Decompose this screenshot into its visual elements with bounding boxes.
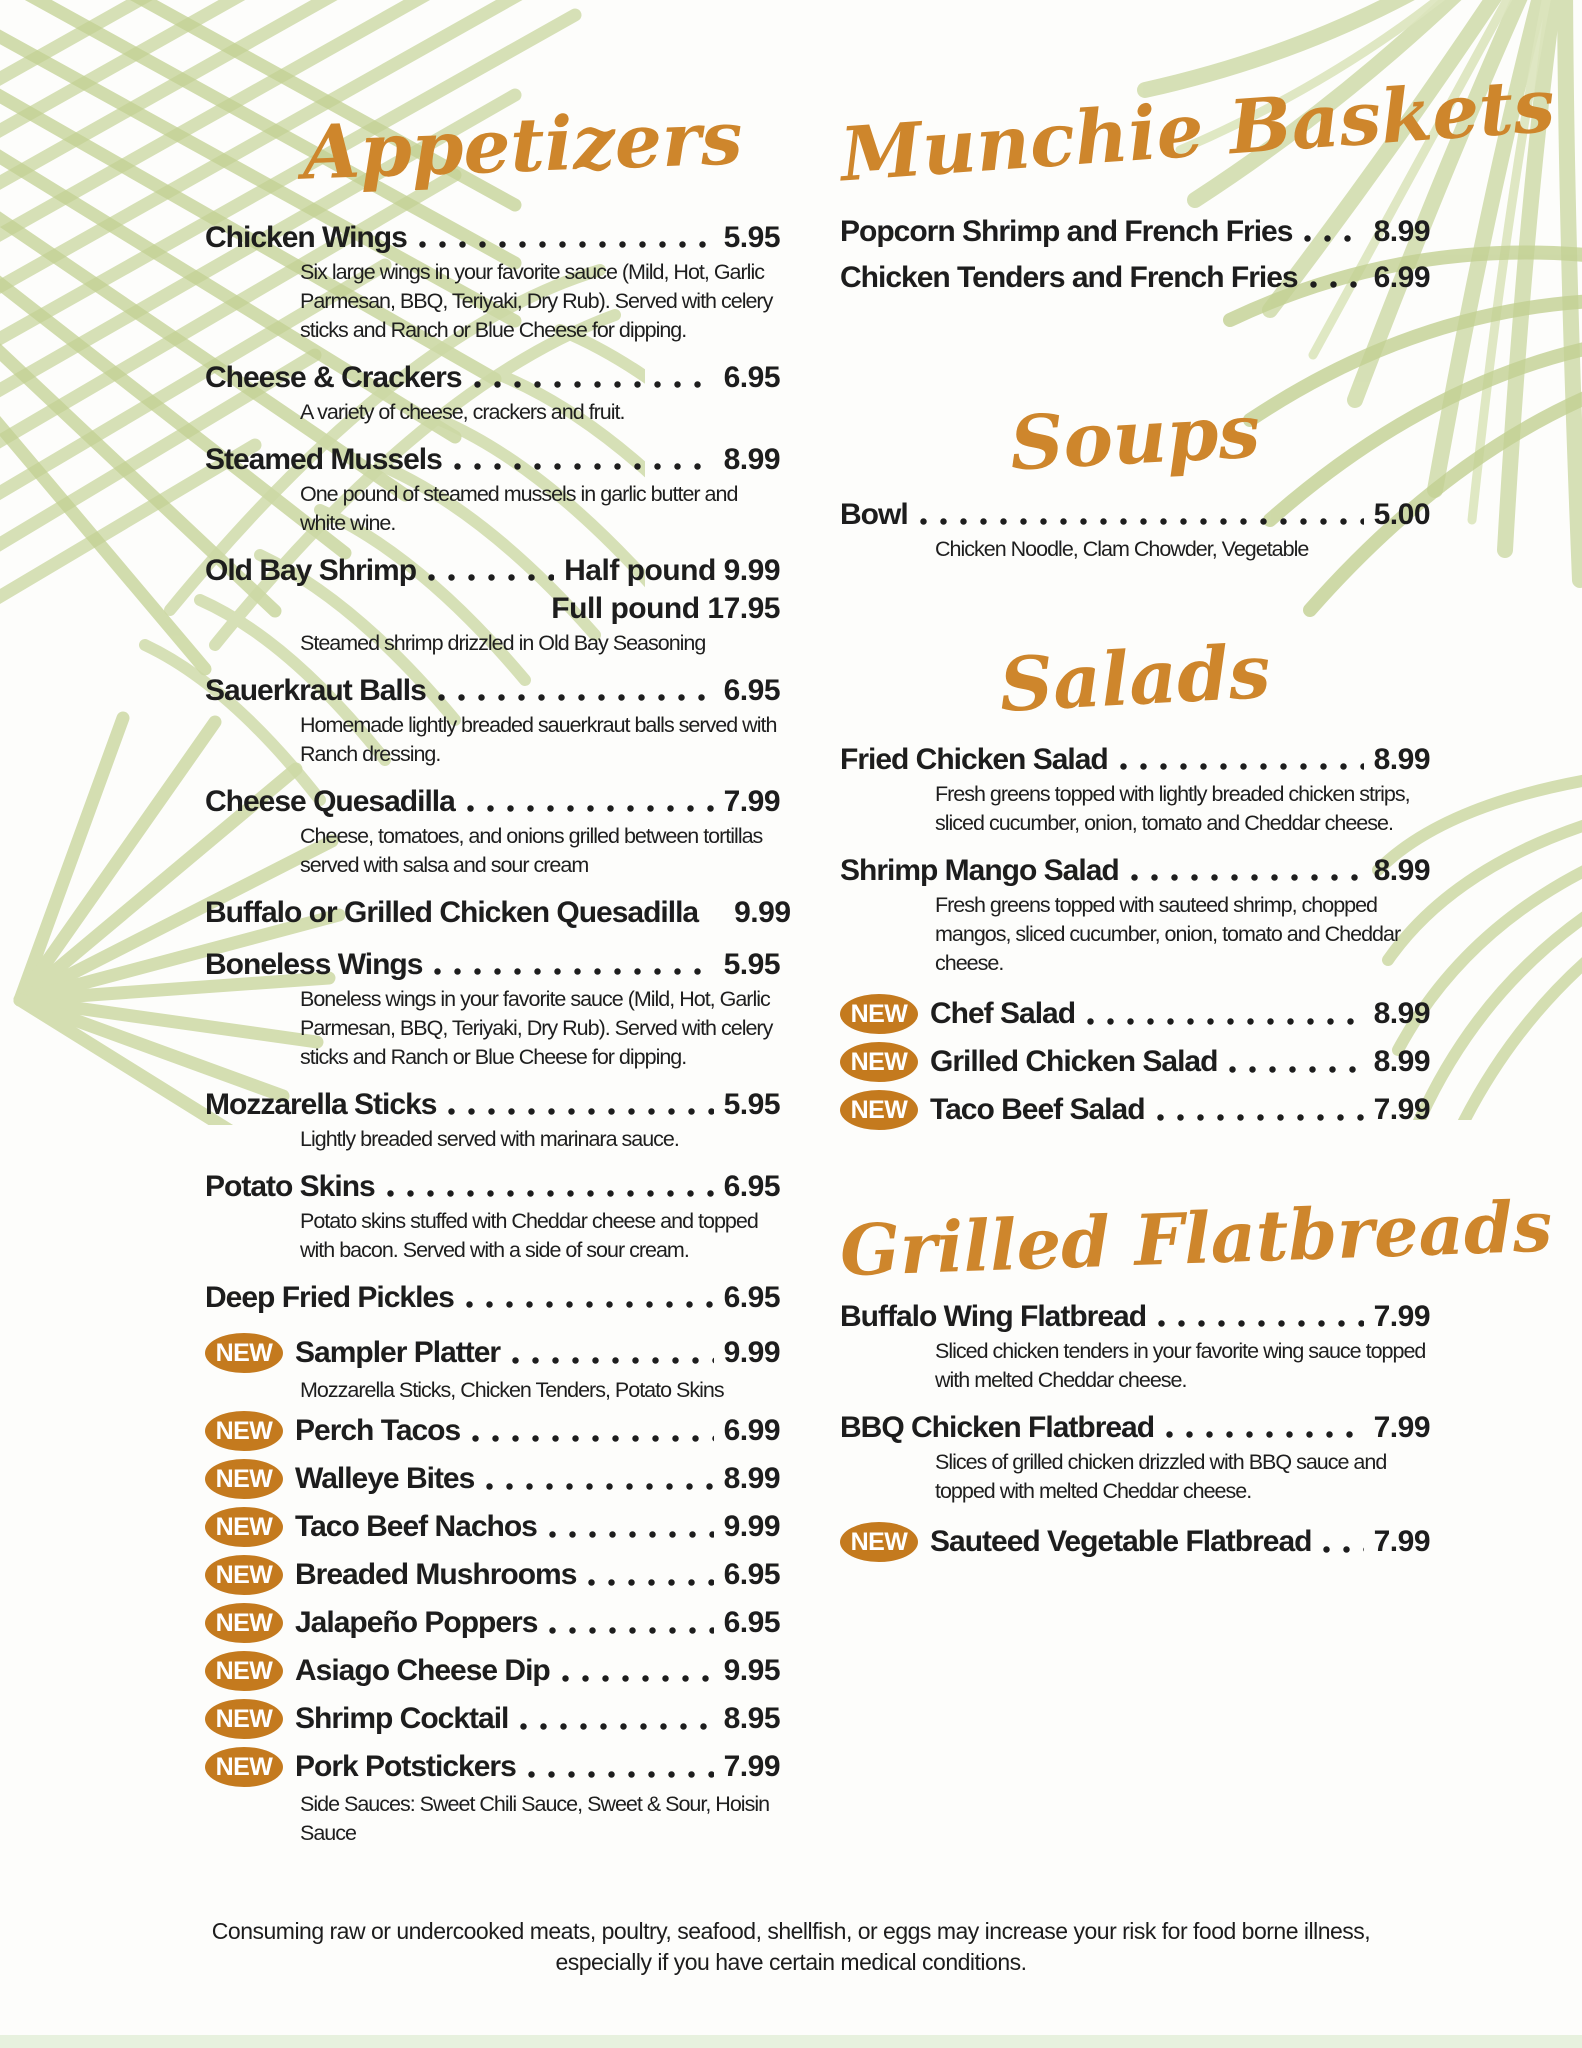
item-row	[205, 1409, 780, 1453]
new-badge: NEW	[205, 1459, 283, 1499]
menu-item	[840, 1040, 1430, 1084]
disclaimer-line-1: Consuming raw or undercooked meats, poultry, seafood, shellfish, or eggs may increase your risk for food borne illness,	[211, 1918, 1371, 1944]
item-price: 9.99	[723, 1335, 780, 1369]
item-description: Chicken Noodle, Clam Chowder, Vegetable	[935, 536, 1309, 561]
dot-leader	[438, 694, 714, 701]
item-row	[205, 441, 780, 479]
item-name: Sauteed Vegetable Flatbread	[930, 1525, 1312, 1559]
item-name: Pork Potstickers	[295, 1749, 516, 1783]
section-grilled-flatbreads	[838, 1184, 1554, 1564]
dot-leader	[1304, 235, 1363, 242]
menu-item	[205, 894, 791, 932]
dot-leader	[1158, 1320, 1364, 1327]
right-column	[837, 62, 1558, 1568]
section-title-grilled-flatbreads: Grilled Flatbreads	[838, 1184, 1554, 1292]
item-row	[205, 1601, 780, 1645]
dot-leader	[1120, 763, 1364, 770]
item-row	[205, 672, 780, 710]
menu-item	[205, 1601, 780, 1645]
menu-item	[840, 496, 1430, 564]
item-price: 8.99	[1373, 742, 1430, 776]
dot-leader	[1157, 1114, 1364, 1121]
menu-item	[205, 1279, 780, 1317]
menu-item	[840, 852, 1430, 978]
item-row	[205, 1505, 780, 1549]
menu-item	[205, 1697, 780, 1741]
item-price: 5.95	[723, 220, 780, 254]
item-name: Chicken Tenders and French Fries	[840, 260, 1298, 294]
menu-item	[205, 783, 780, 880]
item-name: Old Bay Shrimp	[205, 553, 417, 587]
item-price: 7.99	[723, 1749, 780, 1783]
item-description: Boneless wings in your favorite sauce (Mild, Hot, Garlic Parmesan, BBQ, Teriyaki, Dry Rub). Served with celery sticks and Ranch or Blue Cheese for dipping.	[300, 986, 773, 1069]
item-description: Sliced chicken tenders in your favorite wing sauce topped with melted Cheddar cheese.	[935, 1339, 1426, 1393]
dot-leader	[920, 518, 1364, 525]
item-row	[205, 1649, 780, 1693]
item-row	[840, 741, 1430, 779]
item-name: Jalapeño Poppers	[295, 1605, 538, 1639]
menu-item	[205, 359, 780, 427]
menu-item	[205, 1409, 780, 1453]
menu-item	[205, 1553, 780, 1597]
item-price: 6.99	[723, 1413, 780, 1447]
bottom-edge-strip	[0, 2035, 1582, 2048]
item-price: 7.99	[1373, 1411, 1430, 1445]
item-name: Grilled Chicken Salad	[930, 1044, 1218, 1078]
menu-item	[205, 441, 780, 538]
item-row	[205, 1086, 780, 1124]
item-name: Sampler Platter	[295, 1335, 501, 1369]
item-name: Breaded Mushrooms	[295, 1557, 577, 1591]
section-title-munchie-baskets: Munchie Baskets	[837, 62, 1558, 199]
item-name: Steamed Mussels	[205, 442, 442, 476]
menu-item	[840, 1298, 1430, 1395]
menu-item	[205, 1457, 780, 1501]
item-description: Potato skins stuffed with Cheddar cheese and topped with bacon. Served with a side of sour cream.	[300, 1208, 758, 1262]
dot-leader	[472, 1435, 713, 1442]
new-badge: NEW	[205, 1555, 283, 1595]
item-price: 7.99	[723, 784, 780, 818]
dot-leader	[1166, 1431, 1364, 1438]
dot-leader	[466, 1301, 714, 1308]
item-row	[840, 213, 1430, 251]
new-badge: NEW	[205, 1507, 283, 1547]
section-title-appetizers: Appetizers	[301, 95, 744, 197]
item-description: Six large wings in your favorite sauce (Mild, Hot, Garlic Parmesan, BBQ, Teriyaki, Dry Rub). Served with celery sticks and Ranch or Blue Cheese for dipping.	[300, 259, 773, 342]
item-name: BBQ Chicken Flatbread	[840, 1411, 1155, 1445]
menu-item	[205, 1745, 780, 1848]
dot-leader	[467, 805, 714, 812]
item-row	[205, 783, 780, 821]
item-row	[205, 1697, 780, 1741]
item-row	[205, 1745, 780, 1789]
dot-leader	[1229, 1066, 1363, 1073]
dot-leader	[1310, 281, 1364, 288]
menu-item	[205, 946, 780, 1072]
item-row	[205, 552, 780, 590]
item-price: 8.99	[1373, 1044, 1430, 1078]
item-price: 8.99	[1373, 996, 1430, 1030]
item-price: 9.95	[723, 1653, 780, 1687]
item-name: Bowl	[840, 497, 908, 531]
item-row	[205, 590, 780, 628]
item-name: Perch Tacos	[295, 1413, 461, 1447]
dot-leader	[512, 1357, 714, 1364]
menu-item	[205, 1168, 780, 1265]
item-row	[205, 359, 780, 397]
menu-item	[205, 1649, 780, 1693]
item-name: Deep Fried Pickles	[205, 1280, 454, 1314]
item-description: Lightly breaded served with marinara sauce.	[300, 1126, 679, 1151]
item-name: Shrimp Cocktail	[295, 1701, 509, 1735]
item-description: Side Sauces: Sweet Chili Sauce, Sweet & Sour, Hoisin Sauce	[300, 1791, 770, 1845]
dot-leader	[549, 1531, 714, 1538]
item-price: 8.99	[723, 1461, 780, 1495]
item-name: Potato Skins	[205, 1169, 375, 1203]
item-price: 5.00	[1373, 497, 1430, 531]
item-row	[840, 1520, 1430, 1564]
new-badge: NEW	[840, 994, 918, 1034]
item-price: 6.95	[723, 1280, 780, 1314]
item-name: Asiago Cheese Dip	[295, 1653, 550, 1687]
item-row	[205, 894, 791, 932]
item-row	[840, 1298, 1430, 1336]
item-description: Slices of grilled chicken drizzled with BBQ sauce and topped with melted Cheddar cheese.	[935, 1450, 1387, 1504]
menu-item	[840, 992, 1430, 1036]
new-badge: NEW	[205, 1699, 283, 1739]
item-price: 6.99	[1373, 260, 1430, 294]
item-row	[205, 946, 780, 984]
new-badge: NEW	[205, 1603, 283, 1643]
menu-item	[205, 1505, 780, 1549]
item-name: Popcorn Shrimp and French Fries	[840, 214, 1293, 248]
item-price: 5.95	[723, 1087, 780, 1121]
section-title-salads: Salads	[997, 628, 1273, 729]
item-name: Cheese Quesadilla	[205, 784, 455, 818]
item-name: Shrimp Mango Salad	[840, 853, 1119, 887]
item-row	[840, 496, 1430, 534]
item-row	[205, 1457, 780, 1501]
menu-item	[205, 552, 780, 658]
item-row	[840, 1088, 1430, 1132]
item-price: 6.95	[723, 360, 780, 394]
item-row	[205, 1331, 780, 1375]
item-price: 7.99	[1373, 1092, 1430, 1126]
item-row	[840, 852, 1430, 890]
item-name: Taco Beef Salad	[930, 1092, 1145, 1126]
item-price: 8.99	[1373, 214, 1430, 248]
item-row	[205, 1168, 780, 1206]
menu-item	[840, 1088, 1430, 1132]
disclaimer	[0, 1916, 1582, 1978]
section-appetizers	[205, 90, 791, 1852]
dot-leader	[520, 1723, 713, 1730]
dot-leader	[1323, 1546, 1363, 1553]
menu-item	[840, 259, 1430, 297]
item-price: 7.99	[1373, 1300, 1430, 1334]
item-name: Buffalo or Grilled Chicken Quesadilla	[205, 895, 699, 929]
item-price-full-pound: Full pound 17.95	[551, 591, 780, 625]
item-row	[205, 1553, 780, 1597]
dot-leader	[454, 463, 714, 470]
disclaimer-line-2: especially if you have certain medical conditions.	[555, 1949, 1027, 1975]
menu-item	[205, 219, 780, 345]
item-price: 6.95	[723, 1169, 780, 1203]
item-price: 7.99	[1373, 1525, 1430, 1559]
section-salads	[840, 628, 1430, 1132]
new-badge: NEW	[205, 1747, 283, 1787]
item-row	[840, 1040, 1430, 1084]
item-price: 6.95	[723, 673, 780, 707]
section-munchie-baskets	[837, 62, 1558, 297]
item-price: 8.99	[723, 442, 780, 476]
item-price: 9.99	[723, 1509, 780, 1543]
new-badge: NEW	[840, 1090, 918, 1130]
item-price-half-pound: Half pound 9.99	[564, 553, 780, 587]
dot-leader	[419, 241, 714, 248]
item-row	[840, 259, 1430, 297]
new-badge: NEW	[840, 1522, 918, 1562]
menu-item	[205, 1086, 780, 1154]
spacer	[710, 916, 724, 923]
item-description: Fresh greens topped with sauteed shrimp, chopped mangos, sliced cucumber, onion, tomato and Cheddar cheese.	[935, 892, 1401, 975]
item-name: Mozzarella Sticks	[205, 1087, 437, 1121]
menu-item	[840, 1409, 1430, 1506]
item-description: Cheese, tomatoes, and onions grilled between tortillas served with salsa and sour cream	[300, 823, 763, 877]
item-name: Buffalo Wing Flatbread	[840, 1300, 1147, 1334]
new-badge: NEW	[205, 1411, 283, 1451]
dot-leader	[428, 574, 554, 581]
item-description: Mozzarella Sticks, Chicken Tenders, Potato Skins	[300, 1377, 724, 1402]
dot-leader	[387, 1190, 714, 1197]
dot-leader	[474, 381, 714, 388]
item-price: 5.95	[723, 947, 780, 981]
item-row	[840, 992, 1430, 1036]
item-name: Cheese & Crackers	[205, 360, 462, 394]
dot-leader	[528, 1771, 714, 1778]
item-name: Sauerkraut Balls	[205, 673, 426, 707]
item-name: Boneless Wings	[205, 947, 423, 981]
menu-item	[840, 741, 1430, 838]
new-badge: NEW	[205, 1333, 283, 1373]
item-description: Steamed shrimp drizzled in Old Bay Seasoning	[300, 630, 706, 655]
item-name: Chicken Wings	[205, 220, 407, 254]
item-price: 8.99	[1373, 853, 1430, 887]
item-row	[840, 1409, 1430, 1447]
item-name: Fried Chicken Salad	[840, 742, 1108, 776]
new-badge: NEW	[840, 1042, 918, 1082]
item-description: Fresh greens topped with lightly breaded chicken strips, sliced cucumber, onion, tomato and Cheddar cheese.	[935, 781, 1410, 835]
menu-item	[205, 1331, 780, 1405]
item-description: Homemade lightly breaded sauerkraut balls served with Ranch dressing.	[300, 712, 777, 766]
dot-leader	[448, 1108, 713, 1115]
item-name: Taco Beef Nachos	[295, 1509, 537, 1543]
dot-leader	[562, 1675, 714, 1682]
dot-leader	[549, 1627, 713, 1634]
item-name: Walleye Bites	[295, 1461, 475, 1495]
menu-item	[205, 672, 780, 769]
item-price: 6.95	[723, 1557, 780, 1591]
menu-item	[840, 213, 1430, 251]
item-price: 9.99	[734, 895, 791, 929]
item-description: One pound of steamed mussels in garlic butter and white wine.	[300, 481, 738, 535]
dot-leader	[1087, 1018, 1364, 1025]
item-price: 6.95	[723, 1605, 780, 1639]
item-name: Chef Salad	[930, 996, 1076, 1030]
menu-item	[840, 1520, 1430, 1564]
dot-leader	[588, 1579, 713, 1586]
item-price: 8.95	[723, 1701, 780, 1735]
dot-leader	[434, 968, 713, 975]
item-row	[205, 1279, 780, 1317]
new-badge: NEW	[205, 1651, 283, 1691]
section-title-soups: Soups	[1007, 388, 1263, 488]
item-row	[205, 219, 780, 257]
dot-leader	[486, 1483, 713, 1490]
dot-leader	[1131, 874, 1364, 881]
item-description: A variety of cheese, crackers and fruit.	[300, 399, 625, 424]
section-soups	[840, 388, 1430, 564]
